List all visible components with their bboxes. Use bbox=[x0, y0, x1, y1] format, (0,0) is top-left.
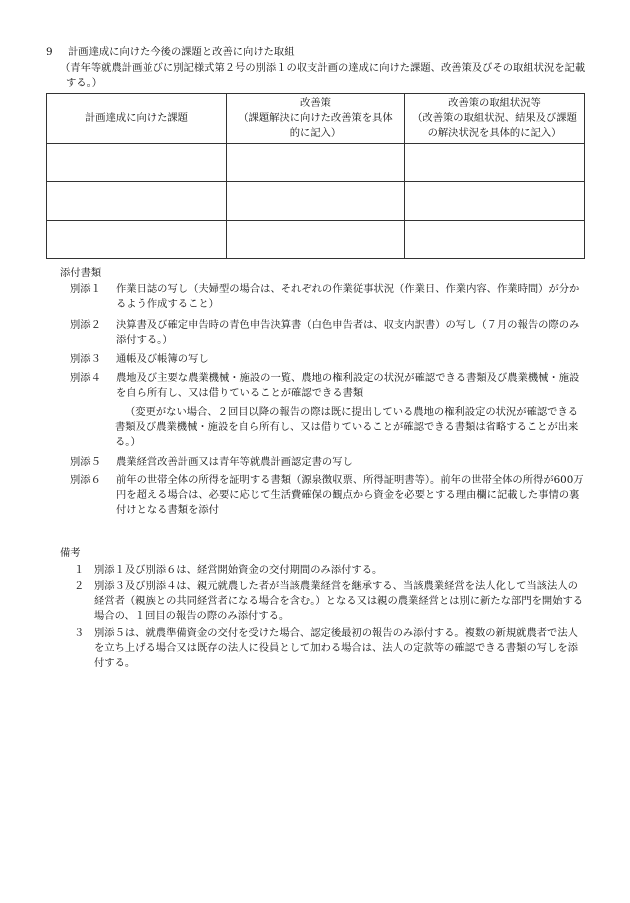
section-number: 9 bbox=[46, 46, 53, 58]
table-cell[interactable] bbox=[47, 144, 227, 182]
table-row bbox=[47, 182, 585, 220]
attachment-text: 通帳及び帳簿の写し bbox=[116, 353, 209, 365]
remark-number: １ bbox=[74, 564, 85, 576]
remarks-heading: 備考 bbox=[60, 547, 81, 559]
attachment-text: 作業日誌の写し（夫婦型の場合は、それぞれの作業従事状況（作業日、作業内容、作業時間）が分かるよう作成すること） bbox=[116, 283, 580, 310]
attachments-heading: 添付書類 bbox=[60, 267, 102, 279]
attachment-text: 前年の世帯全体の所得を証明する書類（源泉徴収票、所得証明書等）。前年の世帯全体の所得が600万円を超える場合は、必要に応じて生活費確保の観点から資金を必要とする理由欄に記載した事情の裏付けとなる書類を添付 bbox=[116, 474, 584, 516]
attachment-label: 別添２ bbox=[70, 319, 101, 331]
table-cell[interactable] bbox=[405, 220, 585, 258]
attachment-label: 別添５ bbox=[70, 456, 101, 468]
table-header-row bbox=[47, 94, 585, 144]
attachment-label: 別添６ bbox=[70, 474, 101, 486]
header-status-desc: （改善策の取組状況、結果及び課題の解決状況を具体的に記入） bbox=[412, 112, 577, 139]
header-status-title: 改善策の取組状況等 bbox=[448, 97, 541, 109]
attachment-label: 別添１ bbox=[70, 283, 101, 295]
section-title-text: 計画達成に向けた今後の課題と改善に向けた取組 bbox=[68, 46, 295, 58]
attachment-text: 農地及び主要な農業機械・施設の一覧、農地の権利設定の状況が確認できる書類及び農業機械・施設を自ら所有し、又は借りていることが確認できる書類 bbox=[116, 372, 580, 399]
table-cell[interactable] bbox=[47, 220, 227, 258]
remark-text: 別添５は、就農準備資金の交付を受けた場合、認定後最初の報告のみ添付する。複数の新規就農者で法人を立ち上げる場合又は既存の法人に役員として加わる場合は、法人の定款等の確認できる書類の写しを添付する。 bbox=[94, 627, 578, 669]
table-cell[interactable] bbox=[405, 182, 585, 220]
remark-text: 別添１及び別添６は、経営開始資金の交付期間のみ添付する。 bbox=[94, 564, 383, 576]
header-status bbox=[405, 94, 585, 144]
remark-text: 別添３及び別添４は、親元就農した者が当該農業経営を継承する、当該農業経営を法人化して当該法人の経営者（親族との共同経営者になる場合を含む。）となる又は親の農業経営とは別に新たな部門を開始する場合の、１回目の報告の際のみ添付する。 bbox=[94, 580, 584, 622]
plan-issues-table bbox=[46, 93, 585, 259]
attachment-label: 別添３ bbox=[70, 353, 101, 365]
remark-number: ２ bbox=[74, 580, 85, 592]
table-row bbox=[47, 220, 585, 258]
header-improvement-desc: （課題解決に向けた改善策を具体的に記入） bbox=[238, 112, 393, 139]
header-improvement bbox=[227, 94, 405, 144]
remark-number: ３ bbox=[74, 627, 85, 639]
attachment-item-4-note: （変更がない場合、２回目以降の報告の際は既に提出している農地の権利設定の状況が確認できる書類及び農業機械・施設を自ら所有し、又は借りていることが確認できる書類は省略することが出来る。） bbox=[115, 406, 579, 448]
attachment-label: 別添４ bbox=[70, 372, 101, 384]
attachment-text: 農業経営改善計画又は青年等就農計画認定書の写し bbox=[116, 456, 353, 468]
section-9-title bbox=[46, 45, 606, 60]
table-cell[interactable] bbox=[405, 144, 585, 182]
table-cell[interactable] bbox=[227, 182, 405, 220]
section-9-note: （青年等就農計画並びに別記様式第２号の別添１の収支計画の達成に向けた課題、改善策及びその取組状況を記載する。） bbox=[60, 62, 586, 89]
table-cell[interactable] bbox=[227, 144, 405, 182]
header-improvement-title: 改善策 bbox=[300, 97, 331, 109]
attachment-text: 決算書及び確定申告時の青色申告決算書（白色申告者は、収支内訳書）の写し（７月の報告の際のみ添付する。） bbox=[116, 319, 580, 346]
header-issues: 計画達成に向けた課題 bbox=[47, 94, 227, 144]
table-cell[interactable] bbox=[47, 182, 227, 220]
table-row bbox=[47, 144, 585, 182]
table-cell[interactable] bbox=[227, 220, 405, 258]
